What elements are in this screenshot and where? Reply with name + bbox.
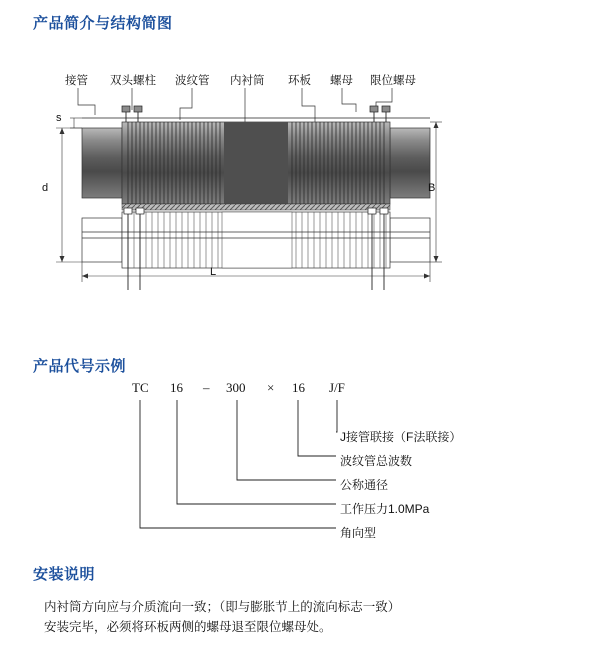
installation-notes <box>44 597 564 637</box>
install-note-line-1: 内衬筒方向应与介质流向一致；（即与膨胀节上的流向标志一致） <box>44 600 401 614</box>
install-note-line-2: 安装完毕，必须将环板两侧的螺母退至限位螺母处。 <box>44 620 332 634</box>
dimension-label-s: s <box>56 112 62 124</box>
code-token-dash: – <box>203 380 210 395</box>
dimension-label-b: B <box>428 182 436 194</box>
code-description-pressure: 工作压力1.0MPa <box>340 502 430 516</box>
callout-label-limit-nut: 限位螺母 <box>370 75 416 87</box>
section-title-installation: 安装说明 <box>33 566 96 583</box>
product-code-leader-lines <box>40 380 560 540</box>
code-description-type: 角向型 <box>340 526 377 540</box>
code-token-pressure: 16 <box>170 380 183 395</box>
section-title-product-code: 产品代号示例 <box>33 358 127 375</box>
code-token-multiply: × <box>267 380 275 395</box>
code-token-waves: 16 <box>292 380 305 395</box>
code-token-diameter: 300 <box>226 380 246 395</box>
code-description-joint: J接管联接（F法联接） <box>340 430 462 444</box>
code-token-series: TC <box>132 380 149 395</box>
dimension-label-d: d <box>42 182 49 194</box>
callout-label-ring-plate: 环板 <box>288 75 311 87</box>
product-code-diagram <box>40 380 560 540</box>
code-description-waves: 波纹管总波数 <box>340 454 413 468</box>
callout-label-nut: 螺母 <box>330 75 353 87</box>
structure-drawing-svg <box>40 60 560 290</box>
code-token-joint: J/F <box>329 380 345 395</box>
callout-label-liner: 内衬筒 <box>230 75 265 87</box>
code-description-diameter: 公称通径 <box>340 478 389 492</box>
dimension-label-l: L <box>210 266 217 278</box>
section-title-introduction: 产品简介与结构简图 <box>33 15 173 32</box>
callout-label-bellows: 波纹管 <box>175 75 210 87</box>
structure-diagram <box>40 60 560 290</box>
callout-label-connector-pipe: 接管 <box>65 75 88 87</box>
callout-label-double-stud: 双头螺柱 <box>110 75 156 87</box>
